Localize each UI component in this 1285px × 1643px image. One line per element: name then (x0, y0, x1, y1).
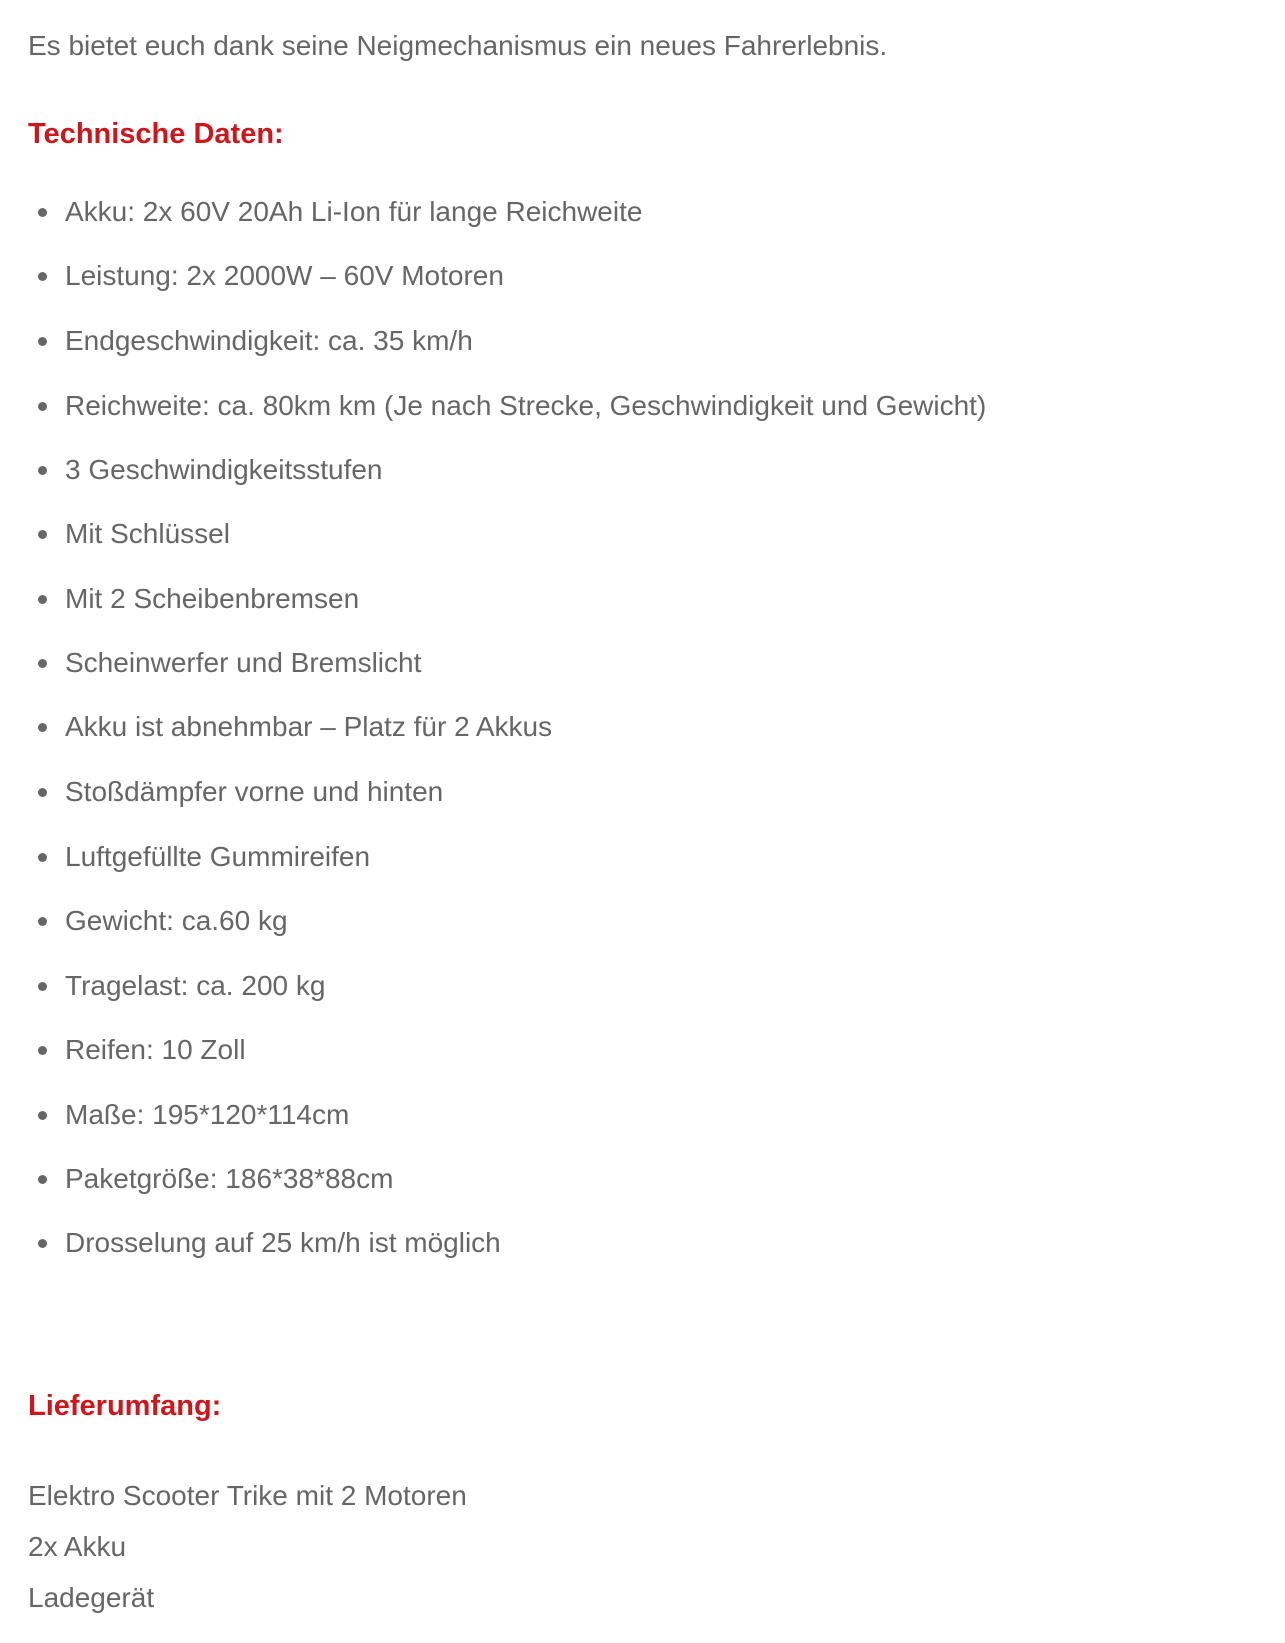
bullet-icon (38, 1239, 47, 1248)
delivery-item: Ladegerät (28, 1582, 155, 1613)
bullet-icon (38, 208, 47, 217)
bullet-icon (38, 723, 47, 732)
bullet-icon (38, 337, 47, 346)
bullet-icon (38, 272, 47, 281)
delivery-item: 2x Akku (28, 1531, 127, 1562)
delivery-scope-list (28, 1470, 467, 1623)
bullet-icon (38, 659, 47, 668)
bullet-icon (38, 982, 47, 991)
bullet-icon (38, 853, 47, 862)
bullet-icon (38, 1111, 47, 1120)
bullet-icon (38, 466, 47, 475)
bullet-icon (38, 1046, 47, 1055)
intro-text: Es bietet euch dank seine Neigmechanismus ein neues Fahrerlebnis. (28, 30, 888, 61)
delivery-scope-heading: Lieferumfang: (28, 1390, 222, 1422)
bullet-icon (38, 402, 47, 411)
bullet-icon (38, 917, 47, 926)
bullet-icon (38, 530, 47, 539)
delivery-item: Elektro Scooter Trike mit 2 Motoren (28, 1480, 467, 1511)
bullet-icon (38, 788, 47, 797)
bullet-icon (38, 1175, 47, 1184)
bullet-icon (38, 595, 47, 604)
technical-data-heading: Technische Daten: (28, 118, 284, 150)
